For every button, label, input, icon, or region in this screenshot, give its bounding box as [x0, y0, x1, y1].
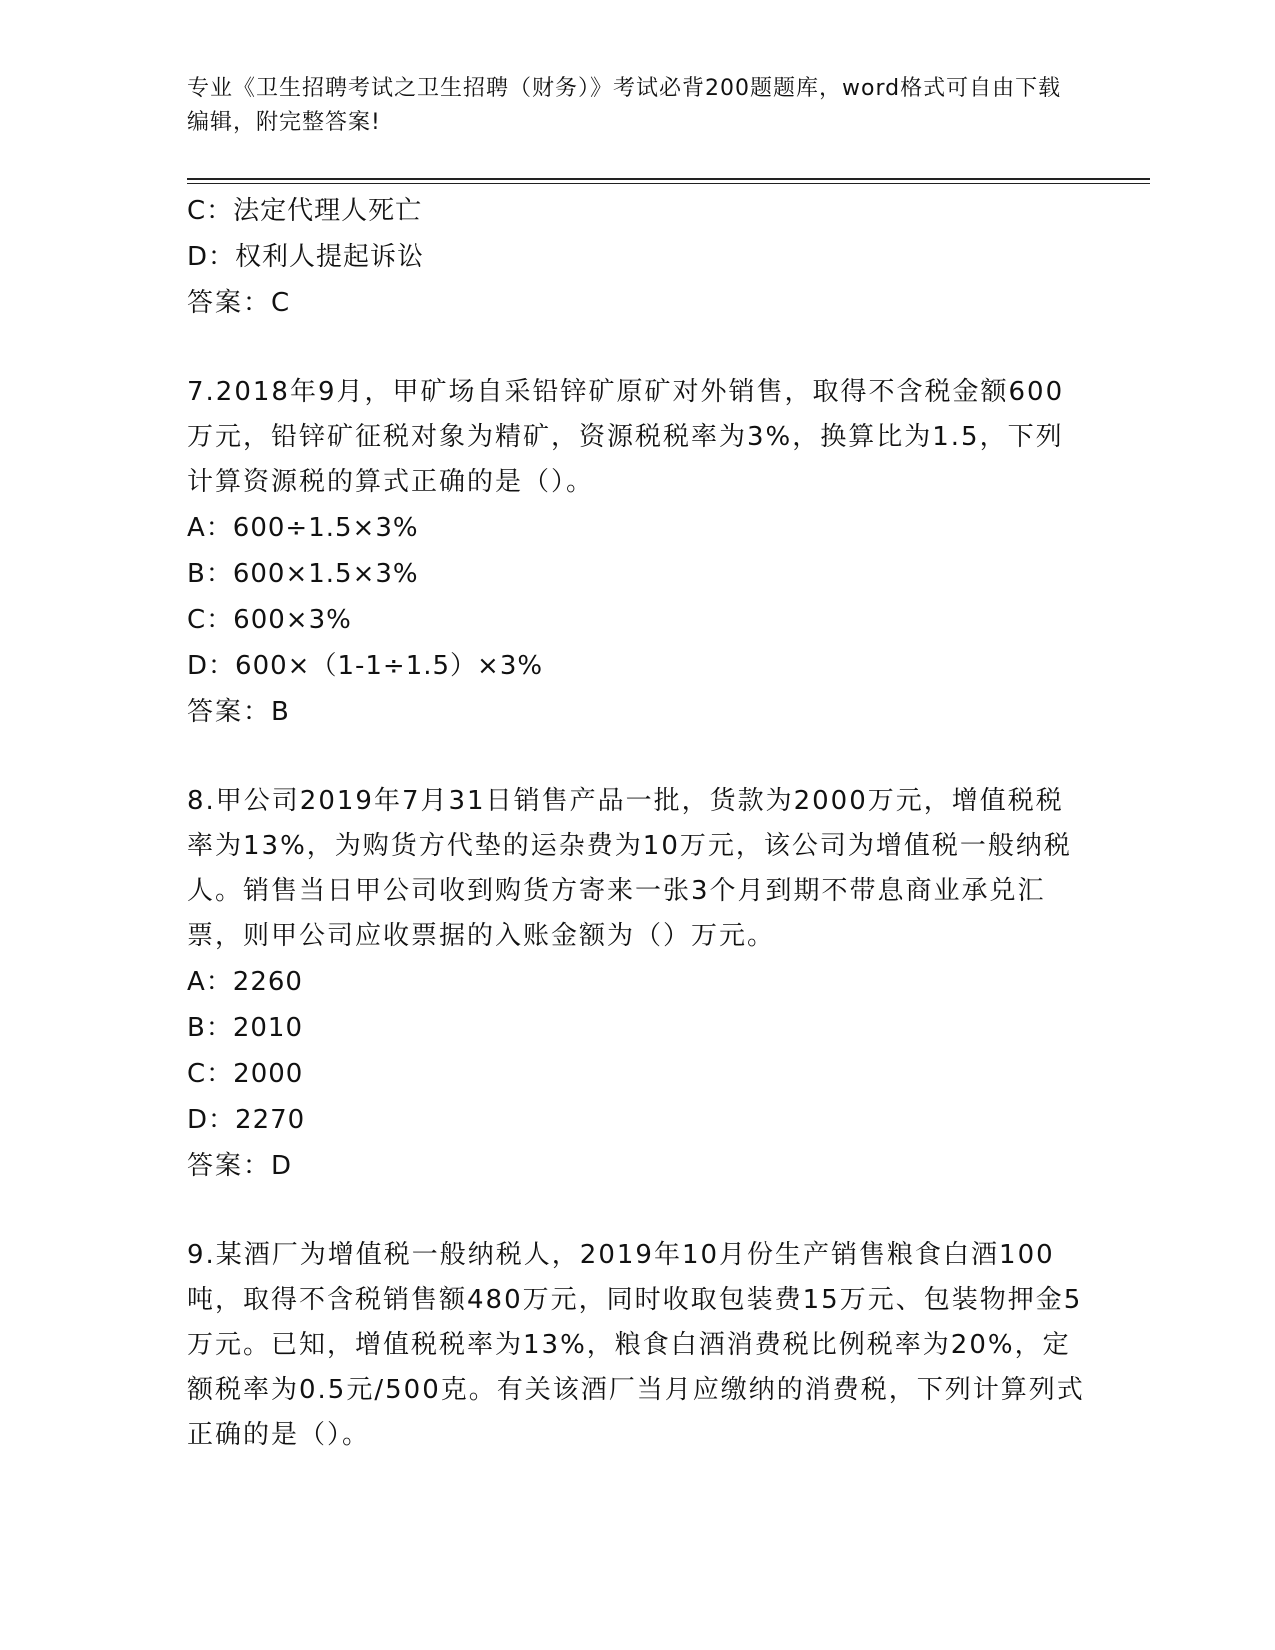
header-rule-thin: [187, 183, 1150, 184]
header-rule-thick: [187, 178, 1150, 180]
answer-value: B: [271, 697, 290, 727]
answer-value: C: [271, 288, 291, 318]
answer-line: 答案：B: [187, 697, 290, 727]
option-c: C：法定代理人死亡: [187, 196, 423, 226]
question-content: [187, 188, 1087, 1458]
option-a: A：2260: [187, 967, 303, 997]
question-stem: 7.2018年9月，甲矿场自采铅锌矿原矿对外销售，取得不含税金额600万元，铅锌矿征税对象为精矿，资源税税率为3%，换算比为1.5，下列计算资源税的算式正确的是（）。: [187, 377, 1065, 497]
answer-value: D: [271, 1151, 293, 1181]
question-7: [187, 370, 1087, 735]
option-b: B：600×1.5×3%: [187, 559, 419, 589]
question-stem: 8.甲公司2019年7月31日销售产品一批，货款为2000万元，增值税税率为13%，为购货方代垫的运杂费为10万元，该公司为增值税一般纳税人。销售当日甲公司收到购货方寄来一张3个月到期不带息商业承兑汇票，则甲公司应收票据的入账金额为（）万元。: [187, 786, 1072, 951]
question-stem: 9.某酒厂为增值税一般纳税人，2019年10月份生产销售粮食白酒100吨，取得不含税销售额480万元，同时收取包装费15万元、包装物押金5万元。已知，增值税税率为13%，粮食白酒消费税比例税率为20%，定额税率为0.5元/500克。有关该酒厂当月应缴纳的消费税，下列计算列式正确的是（）。: [187, 1240, 1085, 1450]
option-b: B：2010: [187, 1013, 304, 1043]
question-9: [187, 1233, 1087, 1458]
option-d: D：2270: [187, 1105, 306, 1135]
option-d: D：权利人提起诉讼: [187, 242, 425, 272]
page-header: 专业《卫生招聘考试之卫生招聘（财务）》考试必背200题题库，word格式可自由下载编辑，附完整答案!: [187, 76, 1062, 135]
question-fragment: [187, 188, 1087, 326]
option-d: D：600×（1-1÷1.5）×3%: [187, 651, 544, 681]
option-c: C：2000: [187, 1059, 304, 1089]
answer-line: 答案：C: [187, 288, 291, 318]
answer-line: 答案：D: [187, 1151, 293, 1181]
question-8: [187, 779, 1087, 1189]
option-c: C：600×3%: [187, 605, 352, 635]
option-a: A：600÷1.5×3%: [187, 513, 419, 543]
